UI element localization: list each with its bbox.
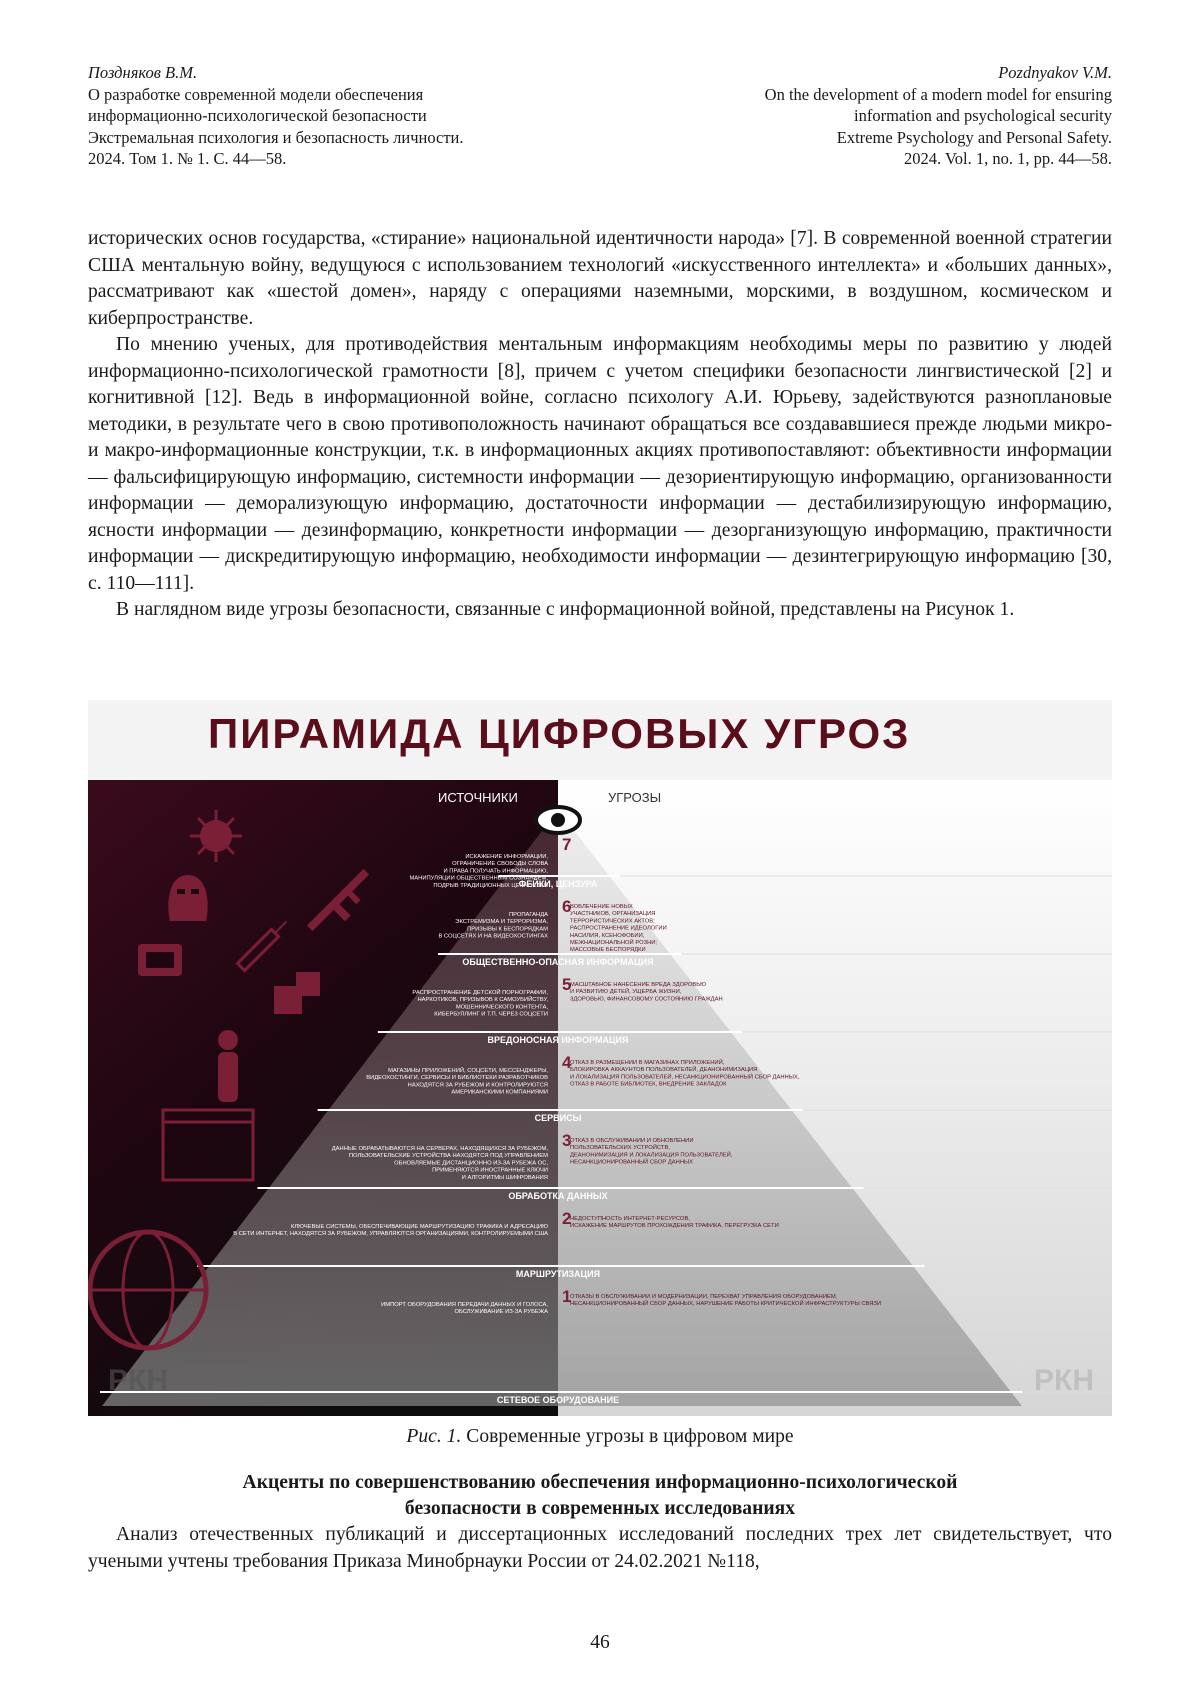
level-name: ОБРАБОТКА ДАННЫХ — [508, 1191, 608, 1201]
level-number: 3 — [562, 1131, 572, 1150]
level-number: 6 — [562, 897, 572, 916]
level-name: ФЕЙКИ, ЦЕНЗУРА — [518, 879, 598, 889]
header-right — [765, 62, 1112, 170]
source-text: ПОЛЬЗОВАТЕЛЬСКИЕ УСТРОЙСТВА НАХОДЯТСЯ ПОД УПРАВЛЕНИЕМ — [348, 1153, 548, 1160]
threat-text: ОТКАЗЫ В ОБСЛУЖИВАНИИ И МОДЕРНИЗАЦИИ, ПЕРЕХВАТ УПРАВЛЕНИЯ ОБОРУДОВАНИЕМ, — [570, 1294, 838, 1300]
level-name: СЕРВИСЫ — [534, 1113, 582, 1123]
header-left — [88, 62, 464, 170]
threat-text: НАСИЛИЯ, КСЕНОФОБИИ, — [570, 932, 645, 939]
source-text: МАГАЗИНЫ ПРИЛОЖЕНИЙ, СОЦСЕТИ, МЕССЕНДЖЕРЫ, — [388, 1068, 548, 1074]
threat-text: НЕДОСТУПНОСТЬ ИНТЕРНЕТ-РЕСУРСОВ, — [570, 1216, 690, 1222]
header-volume-en: 2024. Vol. 1, no. 1, pp. 44—58. — [904, 149, 1112, 168]
source-text: РАСПРОСТРАНЕНИЕ ДЕТСКОЙ ПОРНОГРАФИИ, — [412, 990, 548, 996]
level-name: ВРЕДОНОСНАЯ ИНФОРМАЦИЯ — [487, 1035, 629, 1045]
threat-text: РАСПРОСТРАНЕНИЕ ИДЕОЛОГИИ — [570, 925, 667, 932]
source-text: ВИДЕОХОСТИНГИ, СЕРВИСЫ И БИБЛИОТЕКИ РАЗРАБОТЧИКОВ — [366, 1075, 548, 1082]
figure-title: ПИРАМИДА ЦИФРОВЫХ УГРОЗ — [208, 710, 911, 757]
level-number: 7 — [562, 835, 572, 854]
source-text: ОБСЛУЖИВАНИЕ ИЗ-ЗА РУБЕЖА — [454, 1309, 548, 1316]
page-number: 46 — [590, 1632, 610, 1653]
threats-header: УГРОЗЫ — [608, 790, 662, 805]
pyramid-figure — [88, 700, 1112, 1416]
header-title-line1: О разработке современной модели обеспечения — [88, 84, 424, 104]
header-author-en: Pozdnyakov V.M. — [998, 63, 1112, 82]
source-text: ДАННЫЕ ОБРАБАТЫВАЮТСЯ НА СЕРВЕРАХ, НАХОДЯЩИХСЯ ЗА РУБЕЖОМ, — [331, 1146, 548, 1152]
level-name: МАРШРУТИЗАЦИЯ — [515, 1269, 601, 1279]
source-text: ОБНОВЛЯЕМЫЕ ДИСТАНЦИОННО ИЗ-ЗА РУБЕЖА ОС, — [394, 1160, 548, 1167]
header-journal: Экстремальная психология и безопасность личности. — [88, 127, 464, 147]
source-text: ПОДРЫВ ТРАДИЦИОННЫХ ЦЕННОСТЕЙ — [433, 882, 548, 889]
level-number: 5 — [562, 975, 572, 994]
source-text: ИМПОРТ ОБОРУДОВАНИЯ ПЕРЕДАЧИ ДАННЫХ И ГОЛОСА, — [381, 1302, 548, 1308]
watermark-right: РКН — [1034, 1364, 1094, 1397]
header-title-line2: информационно-психологической безопасности — [88, 106, 427, 125]
source-text: И АЛГОРИТМЫ ШИФРОВАНИЯ — [461, 1174, 548, 1181]
caption-text: Современные угрозы в цифровом мире — [461, 1426, 794, 1447]
threat-text: НЕСАНКЦИОНИРОВАННЫЙ СБОР ДАННЫХ, НАРУШЕНИЕ РАБОТЫ КРИТИЧЕСКОЙ ИНФРАСТРУКТУРЫ СВЯЗИ — [570, 1301, 882, 1308]
threat-text: МЕЖНАЦИОНАЛЬНОЙ РОЗНИ; — [570, 940, 658, 946]
source-text: ПРИМЕНЯЮТСЯ ИНОСТРАННЫЕ КЛЮЧИ — [432, 1167, 548, 1174]
bomb-icon — [138, 944, 182, 976]
threat-text: ОТКАЗ В РАЗМЕЩЕНИИ В МАГАЗИНАХ ПРИЛОЖЕНИЙ, — [570, 1060, 725, 1066]
level-name: ОБЩЕСТВЕННО-ОПАСНАЯ ИНФОРМАЦИЯ — [462, 957, 654, 967]
threat-text: ТЕРРОРИСТИЧЕСКИХ АКТОВ; — [570, 918, 655, 925]
threat-text: И ЛОКАЛИЗАЦИЯ ПОЛЬЗОВАТЕЛЕЙ, НЕСАНКЦИОНИРОВАННЫЙ СБОР ДАННЫХ, — [570, 1074, 800, 1081]
source-text: В СЕТИ ИНТЕРНЕТ, НАХОДЯТСЯ ЗА РУБЕЖОМ, УПРАВЛЯЮТСЯ ОРГАНИЗАЦИЯМИ, КОНТРОЛИРУЕМЫМИ США — [233, 1231, 548, 1238]
threat-text: ЗДОРОВЬЮ, ФИНАНСОВОМУ СОСТОЯНИЮ ГРАЖДАН — [570, 996, 723, 1003]
figure-caption — [88, 1426, 1112, 1448]
pyramid-svg — [88, 700, 1112, 1416]
source-text: ЭКСТРЕМИЗМА И ТЕРРОРИЗМА, — [455, 919, 548, 926]
threat-text: ВОВЛЕЧЕНИЕ НОВЫХ — [570, 904, 633, 910]
paragraph: По мнению ученых, для противодействия ментальным информакциям необходимы меры по развитию у людей информационно-психологической грамотности [8], причем с учетом специфики безопасности лингвистической [2] и когнитивной [12]. Ведь в информационной войне, согласно психологу А.И. Юрьеву, задействуются разноплановые методики, в результате чего в свою противоположность начинают обращаться все создававшиеся прежде людьми микро- и макро-информационные конструкции, т.к. в информационных акциях противопоставляют: объективности информации — фальсифицирующую информацию, системности информации — дезориентирующую информацию, организованности информации — деморализующую информацию, достаточности информации — дестабилизирующую информацию, ясности информации — дезинформацию, конкретности информации — дезорганизующую информацию, практичности информации — дискредитирующую информацию, необходимости информации — дезинтегрирующую информацию [30, с. 110—111]. — [88, 334, 1112, 594]
source-text: И ПРАВА ПОЛУЧАТЬ ИНФОРМАЦИЮ, — [443, 868, 548, 875]
threat-text: УЧАСТНИКОВ, ОРГАНИЗАЦИЯ — [570, 911, 656, 918]
header-journal-en: Extreme Psychology and Personal Safety. — [836, 127, 1112, 147]
section-title — [88, 1470, 1112, 1522]
threat-text: ИСКАЖЕНИЕ МАРШРУТОВ ПРОХОЖДЕНИЯ ТРАФИКА, ПЕРЕГРУЗКА СЕТИ — [570, 1223, 779, 1230]
section-title-line1: Акценты по совершенствованию обеспечения информационно-психологической — [242, 1472, 958, 1493]
level-number: 4 — [562, 1053, 572, 1072]
paragraph: В наглядном виде угрозы безопасности, связанные с информационной войной, представлены на Рисунок 1. — [116, 599, 1015, 620]
level-number: 2 — [562, 1209, 572, 1228]
threat-text: ОТКАЗ В ОБСЛУЖИВАНИИ И ОБНОВЛЕНИИ — [570, 1138, 694, 1144]
threat-text: ОТКАЗ В РАБОТЕ БИБЛИОТЕК, ВНЕДРЕНИЕ ЗАКЛАДОК — [570, 1081, 727, 1088]
source-text: АМЕРИКАНСКИМИ КОМПАНИЯМИ — [451, 1089, 548, 1096]
source-text: НАХОДЯТСЯ ЗА РУБЕЖОМ И КОНТРОЛИРУЮТСЯ — [407, 1082, 548, 1089]
source-text: ОГРАНИЧЕНИЕ СВОБОДЫ СЛОВА — [452, 861, 548, 868]
header-volume: 2024. Том 1. № 1. С. 44—58. — [88, 149, 287, 168]
source-text: ПРИЗЫВЫ К БЕСПОРЯДКАМ — [467, 926, 548, 933]
source-text: ПРОПАГАНДА — [508, 912, 548, 918]
paragraph: исторических основ государства, «стирание» национальной идентичности народа» [7]. В современной военной стратегии США ментальную войну, ведущуюся с использованием технологий «искусственного интеллекта» и «больших данных», рассматривают как «шестой домен», наряду с операциями наземными, морскими, в воздушном, космическом и киберпространстве. — [88, 228, 1112, 329]
source-text: МОШЕННИЧЕСКОГО КОНТЕНТА, — [455, 1004, 548, 1011]
source-text: МАНИПУЛЯЦИИ ОБЩЕСТВЕННЫМ СОЗНАНИЕМ, — [409, 875, 548, 882]
watermark-left: РКН — [108, 1364, 168, 1397]
section-title-line2: безопасности в современных исследованиях — [404, 1498, 796, 1519]
threat-text: И РАЗВИТИЮ ДЕТЕЙ, УЩЕРБА ЖИЗНИ, — [570, 989, 682, 996]
level-number: 1 — [562, 1287, 572, 1306]
source-text: НАРКОТИКОВ, ПРИЗЫВОВ К САМОУБИЙСТВУ, — [417, 997, 548, 1004]
source-text: КИБЕРБУЛЛИНГ И Т.П. ЧЕРЕЗ СОЦСЕТИ — [434, 1011, 548, 1018]
threat-text: ДЕАНОНИМИЗАЦИЯ И ЛОКАЛИЗАЦИЯ ПОЛЬЗОВАТЕЛЕЙ, — [570, 1152, 733, 1159]
smoking-man-icon — [218, 1030, 238, 1102]
eye-icon — [536, 807, 580, 833]
threat-text: МАСШТАБНОЕ НАНЕСЕНИЕ ВРЕДА ЗДОРОВЬЮ — [570, 982, 706, 988]
header-author: Поздняков В.М. — [88, 63, 198, 82]
sources-header: ИСТОЧНИКИ — [438, 790, 518, 805]
source-text: ИСКАЖЕНИЕ ИНФОРМАЦИИ, — [465, 854, 548, 860]
section-body — [88, 1522, 1112, 1575]
body-text — [88, 226, 1112, 624]
threat-text: БЛОКИРОВКА АККАУНТОВ ПОЛЬЗОВАТЕЛЕЙ, ДЕАНОНИМИЗАЦИЯ — [570, 1067, 758, 1074]
header-title-en-line1: On the development of a modern model for ensuring — [764, 84, 1112, 104]
source-text: В СОЦСЕТЯХ И НА ВИДЕОХОСТИНГАХ — [438, 933, 548, 940]
level-name: СЕТЕВОЕ ОБОРУДОВАНИЕ — [496, 1395, 620, 1405]
threat-text: НЕСАНКЦИОНИРОВАННЫЙ СБОР ДАННЫХ — [570, 1159, 694, 1166]
caption-label: Рис. 1. — [406, 1426, 462, 1447]
threat-text: ПОЛЬЗОВАТЕЛЬСКИХ УСТРОЙСТВ, — [570, 1145, 670, 1152]
threat-text: МАССОВЫЕ БЕСПОРЯДКИ — [570, 947, 646, 954]
paragraph: Анализ отечественных публикаций и диссертационных исследований последних трех лет свидетельствует, что учеными учтены требования Приказа Минобрнауки России от 24.02.2021 №118, — [88, 1524, 1112, 1572]
source-text: КЛЮЧЕВЫЕ СИСТЕМЫ, ОБЕСПЕЧИВАЮЩИЕ МАРШРУТИЗАЦИЮ ТРАФИКА И АДРЕСАЦИЮ — [290, 1224, 548, 1230]
header-title-en-line2: information and psychological security — [854, 106, 1112, 125]
